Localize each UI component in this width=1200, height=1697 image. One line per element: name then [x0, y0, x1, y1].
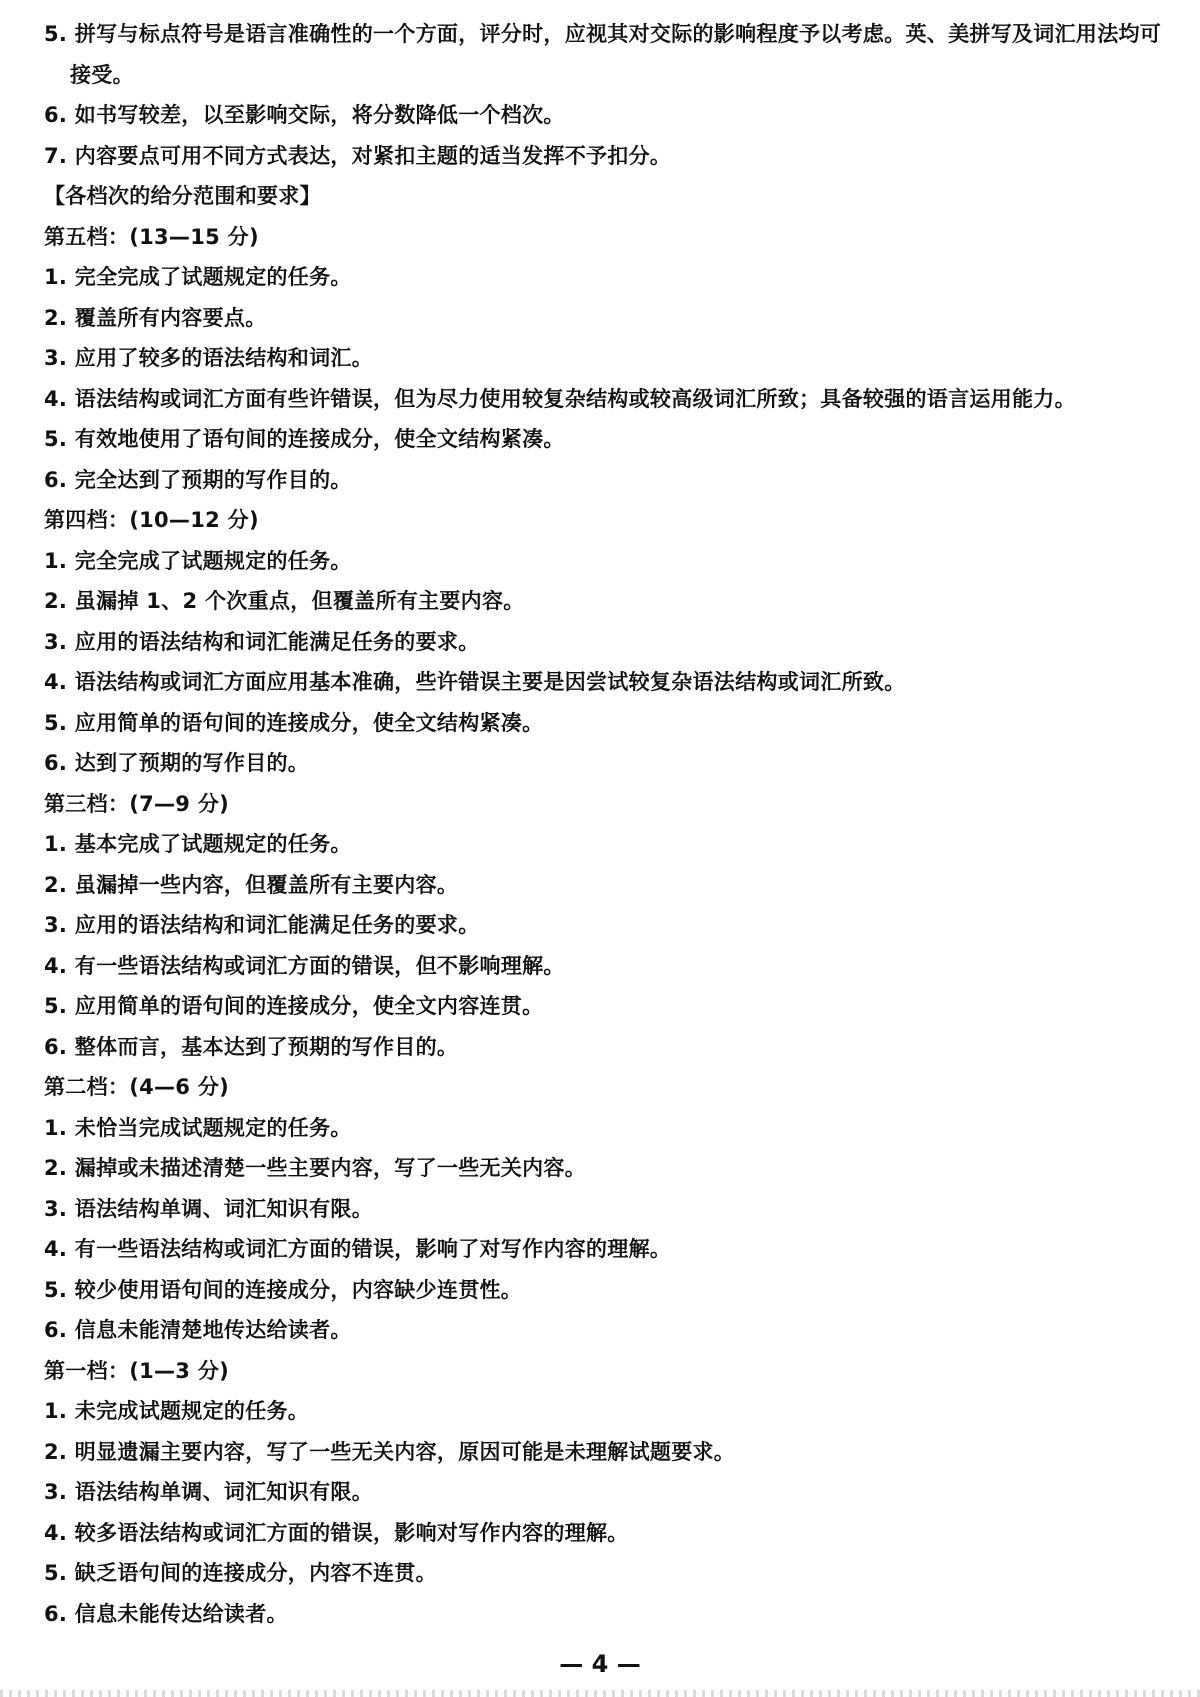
- band-item: 5. 缺乏语句间的连接成分，内容不连贯。: [44, 1561, 437, 1585]
- band-2: [44, 1067, 1164, 1351]
- intro-item-5: 5. 拼写与标点符号是语言准确性的一个方面，评分时，应视其对交际的影响程度予以考虑。英、美拼写及词汇用法均可接受。: [44, 22, 1162, 87]
- band-item: 4. 语法结构或词汇方面有些许错误，但为尽力使用较复杂结构或较高级词汇所致；具备较强的语言运用能力。: [44, 386, 1076, 411]
- band-item: 1. 未恰当完成试题规定的任务。: [44, 1115, 352, 1140]
- band-title: 第三档：(7—9 分): [44, 791, 230, 816]
- band-3: [44, 784, 1164, 1068]
- band-item: 3. 应用的语法结构和词汇能满足任务的要求。: [44, 913, 480, 937]
- band-item: 4. 有一些语法结构或词汇方面的错误，但不影响理解。: [44, 953, 565, 978]
- intro-item-7: 7. 内容要点可用不同方式表达，对紧扣主题的适当发挥不予扣分。: [44, 143, 672, 168]
- band-item: 4. 有一些语法结构或词汇方面的错误，影响了对写作内容的理解。: [44, 1237, 672, 1261]
- band-item: 5. 应用简单的语句间的连接成分，使全文内容连贯。: [44, 994, 544, 1018]
- band-4: [44, 500, 1164, 784]
- band-title: 第四档：(10—12 分): [44, 508, 259, 532]
- band-item: 3. 语法结构单调、词汇知识有限。: [44, 1480, 373, 1504]
- intro-item-6: 6. 如书写较差，以至影响交际，将分数降低一个档次。: [44, 103, 565, 127]
- band-title: 第五档：(13—15 分): [44, 224, 259, 249]
- band-item: 3. 语法结构单调、词汇知识有限。: [44, 1196, 373, 1221]
- band-item: 5. 应用简单的语句间的连接成分，使全文结构紧凑。: [44, 710, 544, 735]
- band-title: 第一档：(1—3 分): [44, 1358, 230, 1383]
- band-item: 2. 虽漏掉一些内容，但覆盖所有主要内容。: [44, 872, 459, 897]
- scan-artifact-strip: [0, 1690, 1200, 1697]
- section-heading: 【各档次的给分范围和要求】: [44, 184, 321, 208]
- band-item: 2. 覆盖所有内容要点。: [44, 305, 267, 330]
- band-item: 1. 未完成试题规定的任务。: [44, 1399, 310, 1423]
- band-item: 3. 应用了较多的语法结构和词汇。: [44, 346, 373, 370]
- band-item: 1. 完全完成了试题规定的任务。: [44, 265, 352, 289]
- band-item: 6. 达到了预期的写作目的。: [44, 751, 310, 775]
- band-item: 4. 较多语法结构或词汇方面的错误，影响对写作内容的理解。: [44, 1520, 629, 1545]
- band-5: [44, 217, 1164, 501]
- band-1: [44, 1351, 1164, 1635]
- band-item: 5. 较少使用语句间的连接成分，内容缺少连贯性。: [44, 1277, 523, 1302]
- band-item: 6. 信息未能清楚地传达给读者。: [44, 1318, 352, 1342]
- band-item: 6. 完全达到了预期的写作目的。: [44, 467, 352, 492]
- band-item: 2. 虽漏掉 1、2 个次重点，但覆盖所有主要内容。: [44, 589, 525, 613]
- page-number: — 4 —: [559, 1650, 641, 1678]
- band-title: 第二档：(4—6 分): [44, 1075, 230, 1099]
- page-body: [44, 14, 1164, 1634]
- band-item: 4. 语法结构或词汇方面应用基本准确，些许错误主要是因尝试较复杂语法结构或词汇所致。: [44, 670, 906, 694]
- band-item: 3. 应用的语法结构和词汇能满足任务的要求。: [44, 629, 480, 654]
- band-item: 1. 基本完成了试题规定的任务。: [44, 832, 352, 856]
- band-item: 5. 有效地使用了语句间的连接成分，使全文结构紧凑。: [44, 427, 565, 451]
- band-item: 2. 明显遗漏主要内容，写了一些无关内容，原因可能是未理解试题要求。: [44, 1439, 736, 1464]
- band-item: 2. 漏掉或未描述清楚一些主要内容，写了一些无关内容。: [44, 1156, 586, 1180]
- band-item: 1. 完全完成了试题规定的任务。: [44, 548, 352, 573]
- band-item: 6. 信息未能传达给读者。: [44, 1601, 288, 1626]
- band-item: 6. 整体而言，基本达到了预期的写作目的。: [44, 1034, 459, 1059]
